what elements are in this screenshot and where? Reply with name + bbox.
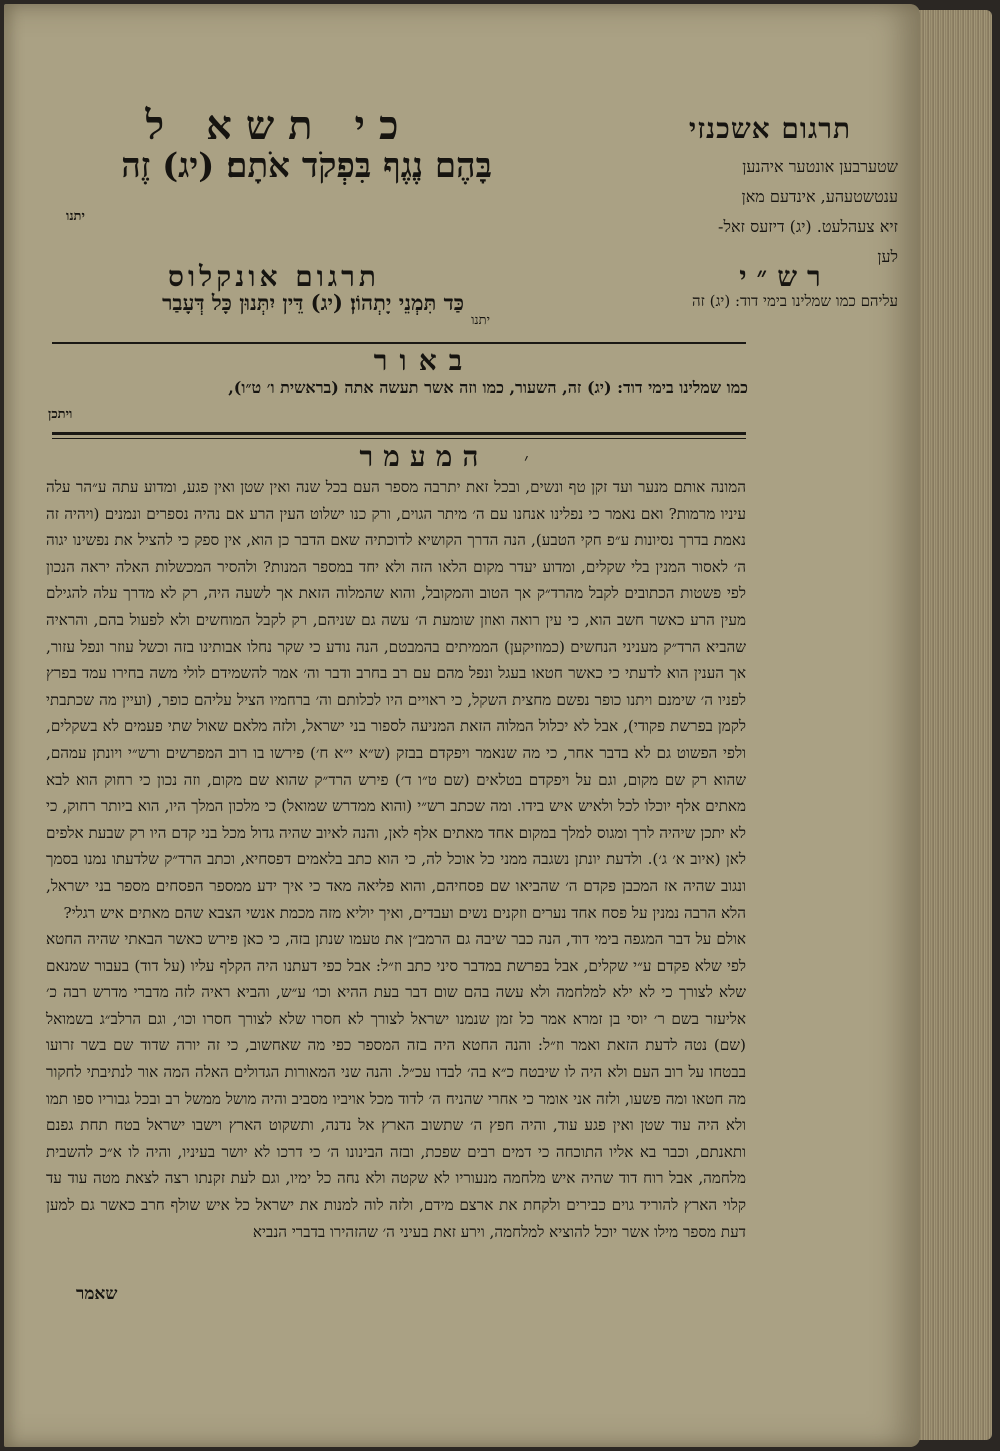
biur-catchword: ויתכן xyxy=(48,407,73,422)
targum-ashkenazi-line: ענטשטעהע, אינדעם מאן xyxy=(741,187,898,206)
targum-ashkenazi-line: זיא צעהלעט. (יג) דיזעס זאל- xyxy=(718,217,898,236)
verse-catchword: יתנו xyxy=(66,209,85,224)
hameamer-paragraph: המונה אותם מנער ועד זקן טף ונשים, ובכל זאת יתרבה מספר העם בכל שנה ואין שטן ואין פגע, ומדוע עתה ע״הר עלה עיניו מרמות? ואם נאמר כי נפלינו אנחנו עם ה׳ מיתר הגוים, ורק כנו ישלוט העין הרע אם נהיה נספרים ונמנים (ויהיה זה נאמת בדרך נסיונות ע״פ חקי הטבע), הנה הדרך הקושיא לדוכתיה שאם הדבר כן הוא, אין ספק כי להציל את נפשינו יגוה ה׳ לאסור המנין בלי שקלים, ומדוע יעדר מקום הלאו הזה ולא יחד במספר המנות? ולהסיר המכשלות האלה יראה הנכון לפי פשטות הכתובים לקבל מהרד״ק אך הטוב והמקובל, והוא שהמלוה הזאת אך לשעה היה, רק לא מדרך עלה להגילם מעין הרע כאשר חשב הוא, כי עין רואה ואוזן שומעת ה׳ עשה גם שניהם, רק לקבל המוחשים ולא לפעול בהם, והראיה שהביא הרד״ק מעניני הנחשים (כמוזיקען) הממיתים בהמבטם, הנה נודע כי שקר נחלו אבותינו בזה וכשל עוזר ונפל עזור, אך הענין הוא לדעתי כי כאשר חטאו בעגל ונפל מהם עם רב בחרב ודבר וה׳ אמר להשמידם לולי משה בחירו עמד בפרץ לפניו ה׳ שימנם ויתנו כופר נפשם מחצית השקל, כי ראויים היו לכלותם וה׳ ברחמיו הציל עליהם כופר, (ועיין מה שכתבתי לקמן בפרשת פקודי), אבל לא יכלול המלוה הזאת המניעה לספור בני ישראל, ולזה מלאם שאול שתי פעמים לא בשקלים, ולפי הפשוט גם לא בדבר אחר, כי מה שנאמר ויפקדם בבזק (ש״א י״א ח׳) פירשו בו רוב המפרשים ורש״י ויונתן עמהם, שהוא רק שם מקום, וגם על ויפקדם בטלאים (שם ט״ו ד׳) פירש הרד״ק שהוא שם מקום, וזה נכון כי רחוק הוא לבא מאתים אלף יוכלו לכל ולאיש איש בידו. ומה שכתב רש״י (והוא ממדרש שמואל) כי מלכון המלך היו, הוא ביותר רחוק, כי לא יתכן שיהיה לרך ומגוס למלך במקום אחד מאתים אלף לאן, והנה לאיוב שהיה גדול מכל בני קדם היו רק שבעת אלפים לאן (איוב א׳ ג׳). ולדעת יונתן נשגבה ממני כל אוכל לה, כי הוא כתב בלאמים דפסחיא, וכתב הרד״ק שלדעתו נמנו בסמך ונגוב שהיה אז המכבן פקדם ה׳ שהביאו שם פסחיהם, והוא פליאה מאד כי איך ידע ממספר הפסחים מספר בני ישראל, הלא הרבה נמנין על פסח אחד נערים וזקנים נשים ועבדים, ואיך יוליא מזה מכמת אנשי הצבא שהם מאתים איש רגלי? xyxy=(46,478,746,922)
hameamer-mark: ׳ xyxy=(524,448,529,472)
rashi-catchword: יתנו xyxy=(471,313,490,328)
verse-text: בָּהֶם נֶגֶף בִּפְקֹד אֹתָם׃ (יג) זֶה xyxy=(121,146,492,186)
targum-ashkenazi-text xyxy=(628,152,898,272)
targum-ashkenazi-line: שטערבען אונטער איהנען xyxy=(742,157,898,176)
rashi-text: עליהם כמו שמלינו בימי דוד: (יג) זה xyxy=(692,292,898,310)
targum-ashkenazi-title: תרגום אשכנזי xyxy=(688,112,852,145)
hameamer-body xyxy=(46,474,746,1245)
rashi-title: רש״י xyxy=(739,260,831,293)
biur-text: כמו שמלינו בימי דוד: (יג) זה, השעור, כמו וזה אשר תעשה אתה (בראשית ו׳ ט״ו), xyxy=(228,378,748,397)
hameamer-title: המעמר xyxy=(359,440,489,473)
onkelos-title: תרגום אונקלוס xyxy=(168,260,380,293)
rule-double-top xyxy=(52,432,746,435)
targum-ashkenazi-line: לען xyxy=(877,247,898,266)
hameamer-paragraph: אולם על דבר המגפה בימי דוד, הנה כבר שיבה גם הרמב״ן את טעמו שנתן בזה, כי כאן פירש כאשר הבאתי שהיה החטא לפי שלא פקדם ע״י שקלים, אבל בפרשת במדבר סיני כתב וז״ל: אבל כפי דעתנו היה הקלף עליו (על דוד) בעבור שמנאם שלא לצורך כי לא ילא למלחמה ולא עשה בהם שום דבר בעת ההיא וכו׳ ע״ש, והביא ראיה לזה מדברי מדרש רבה כ׳ אליעזר בשם ר׳ יוסי בן זמרא אמר כל זמן שנמנו ישראל לצורך לא חסרו שלא לצורך חסרו וכו׳, וגם הרלב״ג בשמואל (שם) נטה לדעת הזאת ואמר וז״ל: והנה החטא היה בזה המספר כפי מה שאחשוב, כי זה יורה שדוד שם בשר זרועו בבטחו על רוב העם ולא היה לו שיבטח כ״א בה׳ לבדו עכ״ל. והנה שני המאורות הגדולים האלה המה אור לנתיבתי לחקור מה חטאו ומה פשעו, ולזה אני אומר כי אחרי שהניח ה׳ לדוד מכל אויביו מסביב והיה מושל ממשל רב ובכל גבוריו ספו תמו ולא היה עוד שטן ואין פגע עוד, והיה חפץ ה׳ שתשוב הארץ אל נדנה, ותשקוט הארץ וישבו ישראל בטח תחת גפנם ותאנתם, וכבר בא אליו התוכחה כי דמים רבים שפכת, ובזה הבינונו ה׳ כי דרכו לא יושר בעיניו, והיה לו א״כ להשבית מלחמה, אבל רוח דוד שהיה איש מלחמה מנעוריו לא שקטה ולא נחה כל ימיו, וגם לעת זקנתו רצה לצאת מטה עוד עד קלוי הארץ להוריד גוים כבירים ולקחת את ארצם מידם, ולזה לוה למנות את ישראל כל איש שולף חרב כאשר גם למען דעת מספר מילו אשר יוכל להוציא למלחמה, וירע זאת בעיני ה׳ שהזהירו בדברי הנביא xyxy=(46,930,746,1241)
biur-title: באור xyxy=(373,344,475,377)
book-page xyxy=(4,4,920,1447)
onkelos-text: כַּד תִּמְנֵי יָתְהוֹן׃ (יג) דֵּין יִתְּנוּן כָּל דְּעָבַר xyxy=(162,290,464,315)
rule-double-bottom xyxy=(52,438,746,439)
hameamer-catchword: שאמר xyxy=(76,1284,118,1304)
parsha-title: כי תשא ל xyxy=(145,102,413,149)
